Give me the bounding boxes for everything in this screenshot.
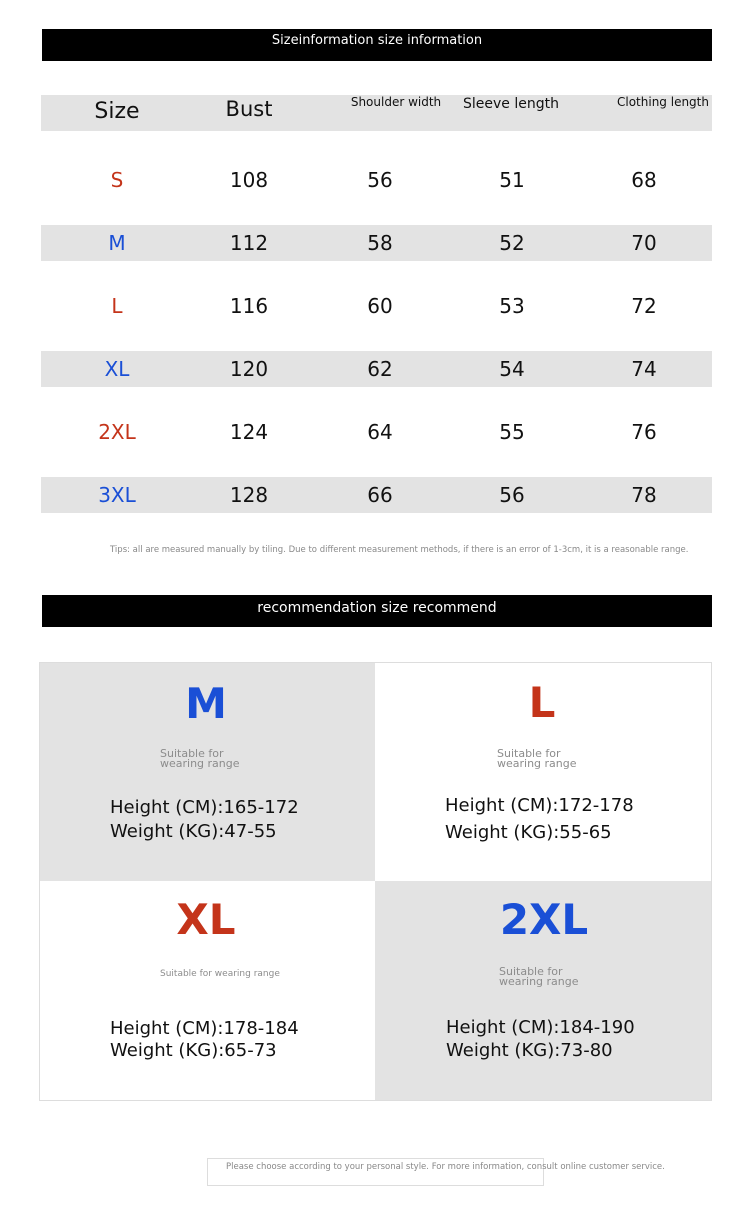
- recommend-card-l: [375, 663, 711, 881]
- table-row: [41, 162, 712, 198]
- sleeve-cell: 55: [499, 420, 525, 444]
- bust-cell: 120: [229, 357, 269, 381]
- bust-cell: 108: [229, 168, 269, 192]
- size-information-banner: [42, 29, 712, 61]
- shoulder-cell: 56: [367, 168, 393, 192]
- height-range: Height (CM):165-172: [110, 797, 299, 818]
- suitable-range-label: Suitable for wearing range: [497, 747, 577, 770]
- footer-note: Please choose according to your personal style. For more information, consult online customer service.: [226, 1162, 665, 1172]
- suitable-range-label: Suitable for wearing range: [160, 969, 280, 979]
- recommend-size-label: XL: [176, 895, 236, 944]
- size-cell: 3XL: [98, 483, 136, 507]
- recommend-size-label: L: [528, 678, 556, 727]
- size-cell: L: [111, 294, 123, 318]
- weight-range: Weight (KG):47-55: [110, 821, 277, 842]
- weight-range: Weight (KG):55-65: [445, 822, 612, 843]
- shoulder-cell: 66: [367, 483, 393, 507]
- bust-cell: 116: [229, 294, 269, 318]
- height-range: Height (CM):172-178: [445, 795, 634, 816]
- sleeve-cell: 52: [499, 231, 525, 255]
- size-information-title: Sizeinformation size information: [271, 33, 483, 48]
- bust-cell: 124: [229, 420, 269, 444]
- table-header-row: [41, 95, 712, 131]
- table-row: [41, 288, 712, 324]
- recommend-size-label: M: [185, 679, 227, 728]
- sleeve-cell: 56: [499, 483, 525, 507]
- header-sleeve-length: Sleeve length: [463, 96, 559, 112]
- weight-range: Weight (KG):65-73: [110, 1040, 277, 1061]
- size-cell: XL: [104, 357, 130, 381]
- shoulder-cell: 60: [367, 294, 393, 318]
- recommend-card-xl: [40, 881, 375, 1100]
- length-cell: 72: [631, 294, 657, 318]
- length-cell: 76: [631, 420, 657, 444]
- size-table: [41, 95, 712, 513]
- recommend-grid: [39, 662, 712, 1101]
- size-cell: S: [110, 168, 124, 192]
- recommend-card-2xl: [375, 881, 711, 1100]
- length-cell: 78: [631, 483, 657, 507]
- size-cell: 2XL: [98, 420, 136, 444]
- size-recommend-banner: [42, 595, 712, 627]
- header-shoulder-width: Shoulder width: [350, 95, 442, 109]
- header-clothing-length: Clothing length: [617, 95, 709, 109]
- height-range: Height (CM):178-184: [110, 1018, 299, 1039]
- length-cell: 74: [631, 357, 657, 381]
- table-row: [41, 225, 712, 261]
- shoulder-cell: 64: [367, 420, 393, 444]
- shoulder-cell: 58: [367, 231, 393, 255]
- table-row: [41, 414, 712, 450]
- header-size: Size: [94, 99, 140, 124]
- height-range: Height (CM):184-190: [446, 1017, 635, 1038]
- length-cell: 68: [631, 168, 657, 192]
- shoulder-cell: 62: [367, 357, 393, 381]
- suitable-range-label: Suitable for wearing range: [160, 747, 240, 770]
- sleeve-cell: 54: [499, 357, 525, 381]
- sleeve-cell: 51: [499, 168, 525, 192]
- header-bust: Bust: [225, 97, 273, 121]
- size-cell: M: [108, 231, 126, 255]
- suitable-range-label: Suitable for wearing range: [499, 965, 579, 988]
- length-cell: 70: [631, 231, 657, 255]
- recommend-card-m: [40, 663, 375, 881]
- weight-range: Weight (KG):73-80: [446, 1040, 613, 1061]
- bust-cell: 112: [229, 231, 269, 255]
- size-recommend-title: recommendation size recommend: [257, 600, 497, 616]
- bust-cell: 128: [229, 483, 269, 507]
- sleeve-cell: 53: [499, 294, 525, 318]
- table-row: [41, 351, 712, 387]
- table-row: [41, 477, 712, 513]
- recommend-size-label: 2XL: [499, 895, 589, 944]
- measurement-tips: Tips: all are measured manually by tiling. Due to different measurement methods, if there is an error of 1-3cm, it is a reasonable range.: [110, 545, 689, 555]
